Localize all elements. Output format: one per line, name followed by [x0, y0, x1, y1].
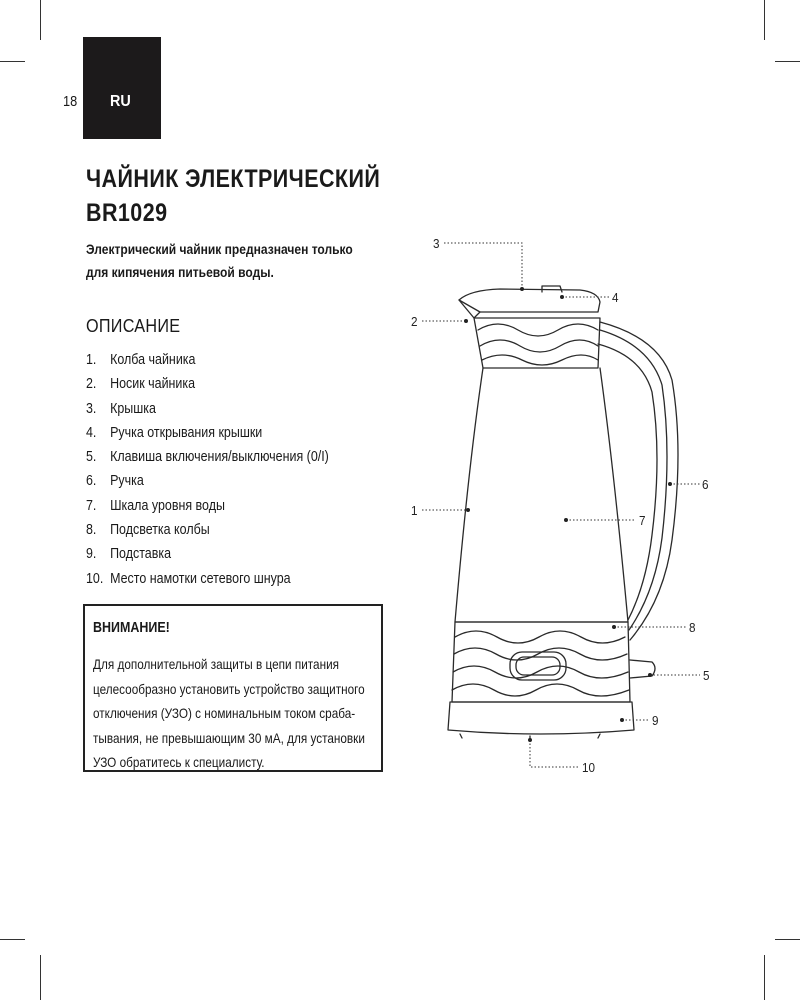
crop-mark: [0, 939, 25, 940]
item-label: Ручка: [110, 473, 144, 490]
item-label: Клавиша включения/выключения (0/I): [110, 449, 329, 466]
callout-6: 6: [702, 477, 709, 492]
callout-7: 7: [639, 513, 646, 528]
warning-box: [83, 604, 383, 772]
item-number: 8.: [86, 522, 97, 539]
item-number: 3.: [86, 400, 97, 417]
callout-3: 3: [433, 236, 440, 251]
callout-10: 10: [582, 760, 596, 775]
model-number: BR1029: [86, 199, 168, 227]
item-number: 5.: [86, 449, 97, 466]
language-tab: [83, 37, 161, 139]
page-number: 18: [63, 93, 78, 110]
warning-text: [93, 652, 379, 775]
warning-heading: ВНИМАНИЕ!: [93, 620, 170, 636]
item-label: Ручка открывания крышки: [110, 424, 263, 441]
kettle-diagram: [400, 230, 720, 780]
crop-mark: [40, 955, 41, 1000]
list-item: [86, 567, 329, 591]
upper-band: [474, 318, 600, 368]
title-line-1: ЧАЙНИК ЭЛЕКТРИЧЕСКИЙ: [86, 165, 381, 193]
warning-line: отключения (УЗО) с номинальным током сраба-: [93, 705, 356, 721]
callout-9: 9: [652, 713, 659, 728]
list-item: [86, 542, 329, 566]
callout-5: 5: [703, 668, 710, 683]
lower-band: [452, 622, 630, 702]
list-item: [86, 372, 329, 396]
list-item: [86, 421, 329, 445]
description-heading: ОПИСАНИЕ: [86, 316, 181, 336]
item-number: 9.: [86, 546, 97, 563]
intro-text: [86, 238, 370, 284]
item-label: Крышка: [110, 400, 156, 417]
item-label: Подставка: [110, 546, 172, 563]
callout-1: 1: [411, 503, 418, 518]
warning-line: УЗО обратитесь к специалисту.: [93, 754, 265, 770]
item-label: Носик чайника: [110, 376, 196, 393]
list-item: [86, 469, 329, 493]
list-item: [86, 518, 329, 542]
intro-line: для кипячения питьевой воды.: [86, 264, 274, 280]
list-item: [86, 397, 329, 421]
warning-line: тывания, не превышающим 30 мА, для установки: [93, 729, 365, 746]
list-item: [86, 445, 329, 469]
warning-line: целесообразно установить устройство защитного: [93, 680, 365, 697]
item-number: 4.: [86, 424, 97, 441]
item-number: 6.: [86, 473, 97, 490]
callout-2: 2: [411, 314, 418, 329]
warning-line: Для дополнительной защиты в цепи питания: [93, 656, 340, 672]
kettle-base: [448, 702, 634, 734]
page-title: [86, 162, 380, 230]
crop-mark: [764, 0, 765, 40]
item-number: 7.: [86, 497, 97, 514]
crop-mark: [0, 61, 25, 62]
kettle-body: [455, 368, 628, 622]
parts-list: [86, 348, 329, 591]
kettle-lid: [459, 289, 600, 312]
item-number: 1.: [86, 352, 97, 368]
item-label: Колба чайника: [110, 352, 196, 368]
language-tab-label: RU: [110, 93, 131, 110]
item-number: 10.: [86, 570, 104, 587]
kettle-spout: [459, 300, 480, 318]
item-number: 2.: [86, 376, 97, 393]
crop-mark: [764, 955, 765, 1000]
list-item: [86, 348, 329, 372]
item-label: Шкала уровня воды: [110, 497, 225, 514]
list-item: [86, 494, 329, 518]
crop-mark: [775, 939, 800, 940]
item-label: Место намотки сетевого шнура: [110, 570, 291, 587]
callout-4: 4: [612, 290, 619, 305]
crop-mark: [775, 61, 800, 62]
callout-8: 8: [689, 620, 696, 635]
intro-line: Электрический чайник предназначен только: [86, 241, 353, 257]
crop-mark: [40, 0, 41, 40]
item-label: Подсветка колбы: [110, 522, 210, 539]
